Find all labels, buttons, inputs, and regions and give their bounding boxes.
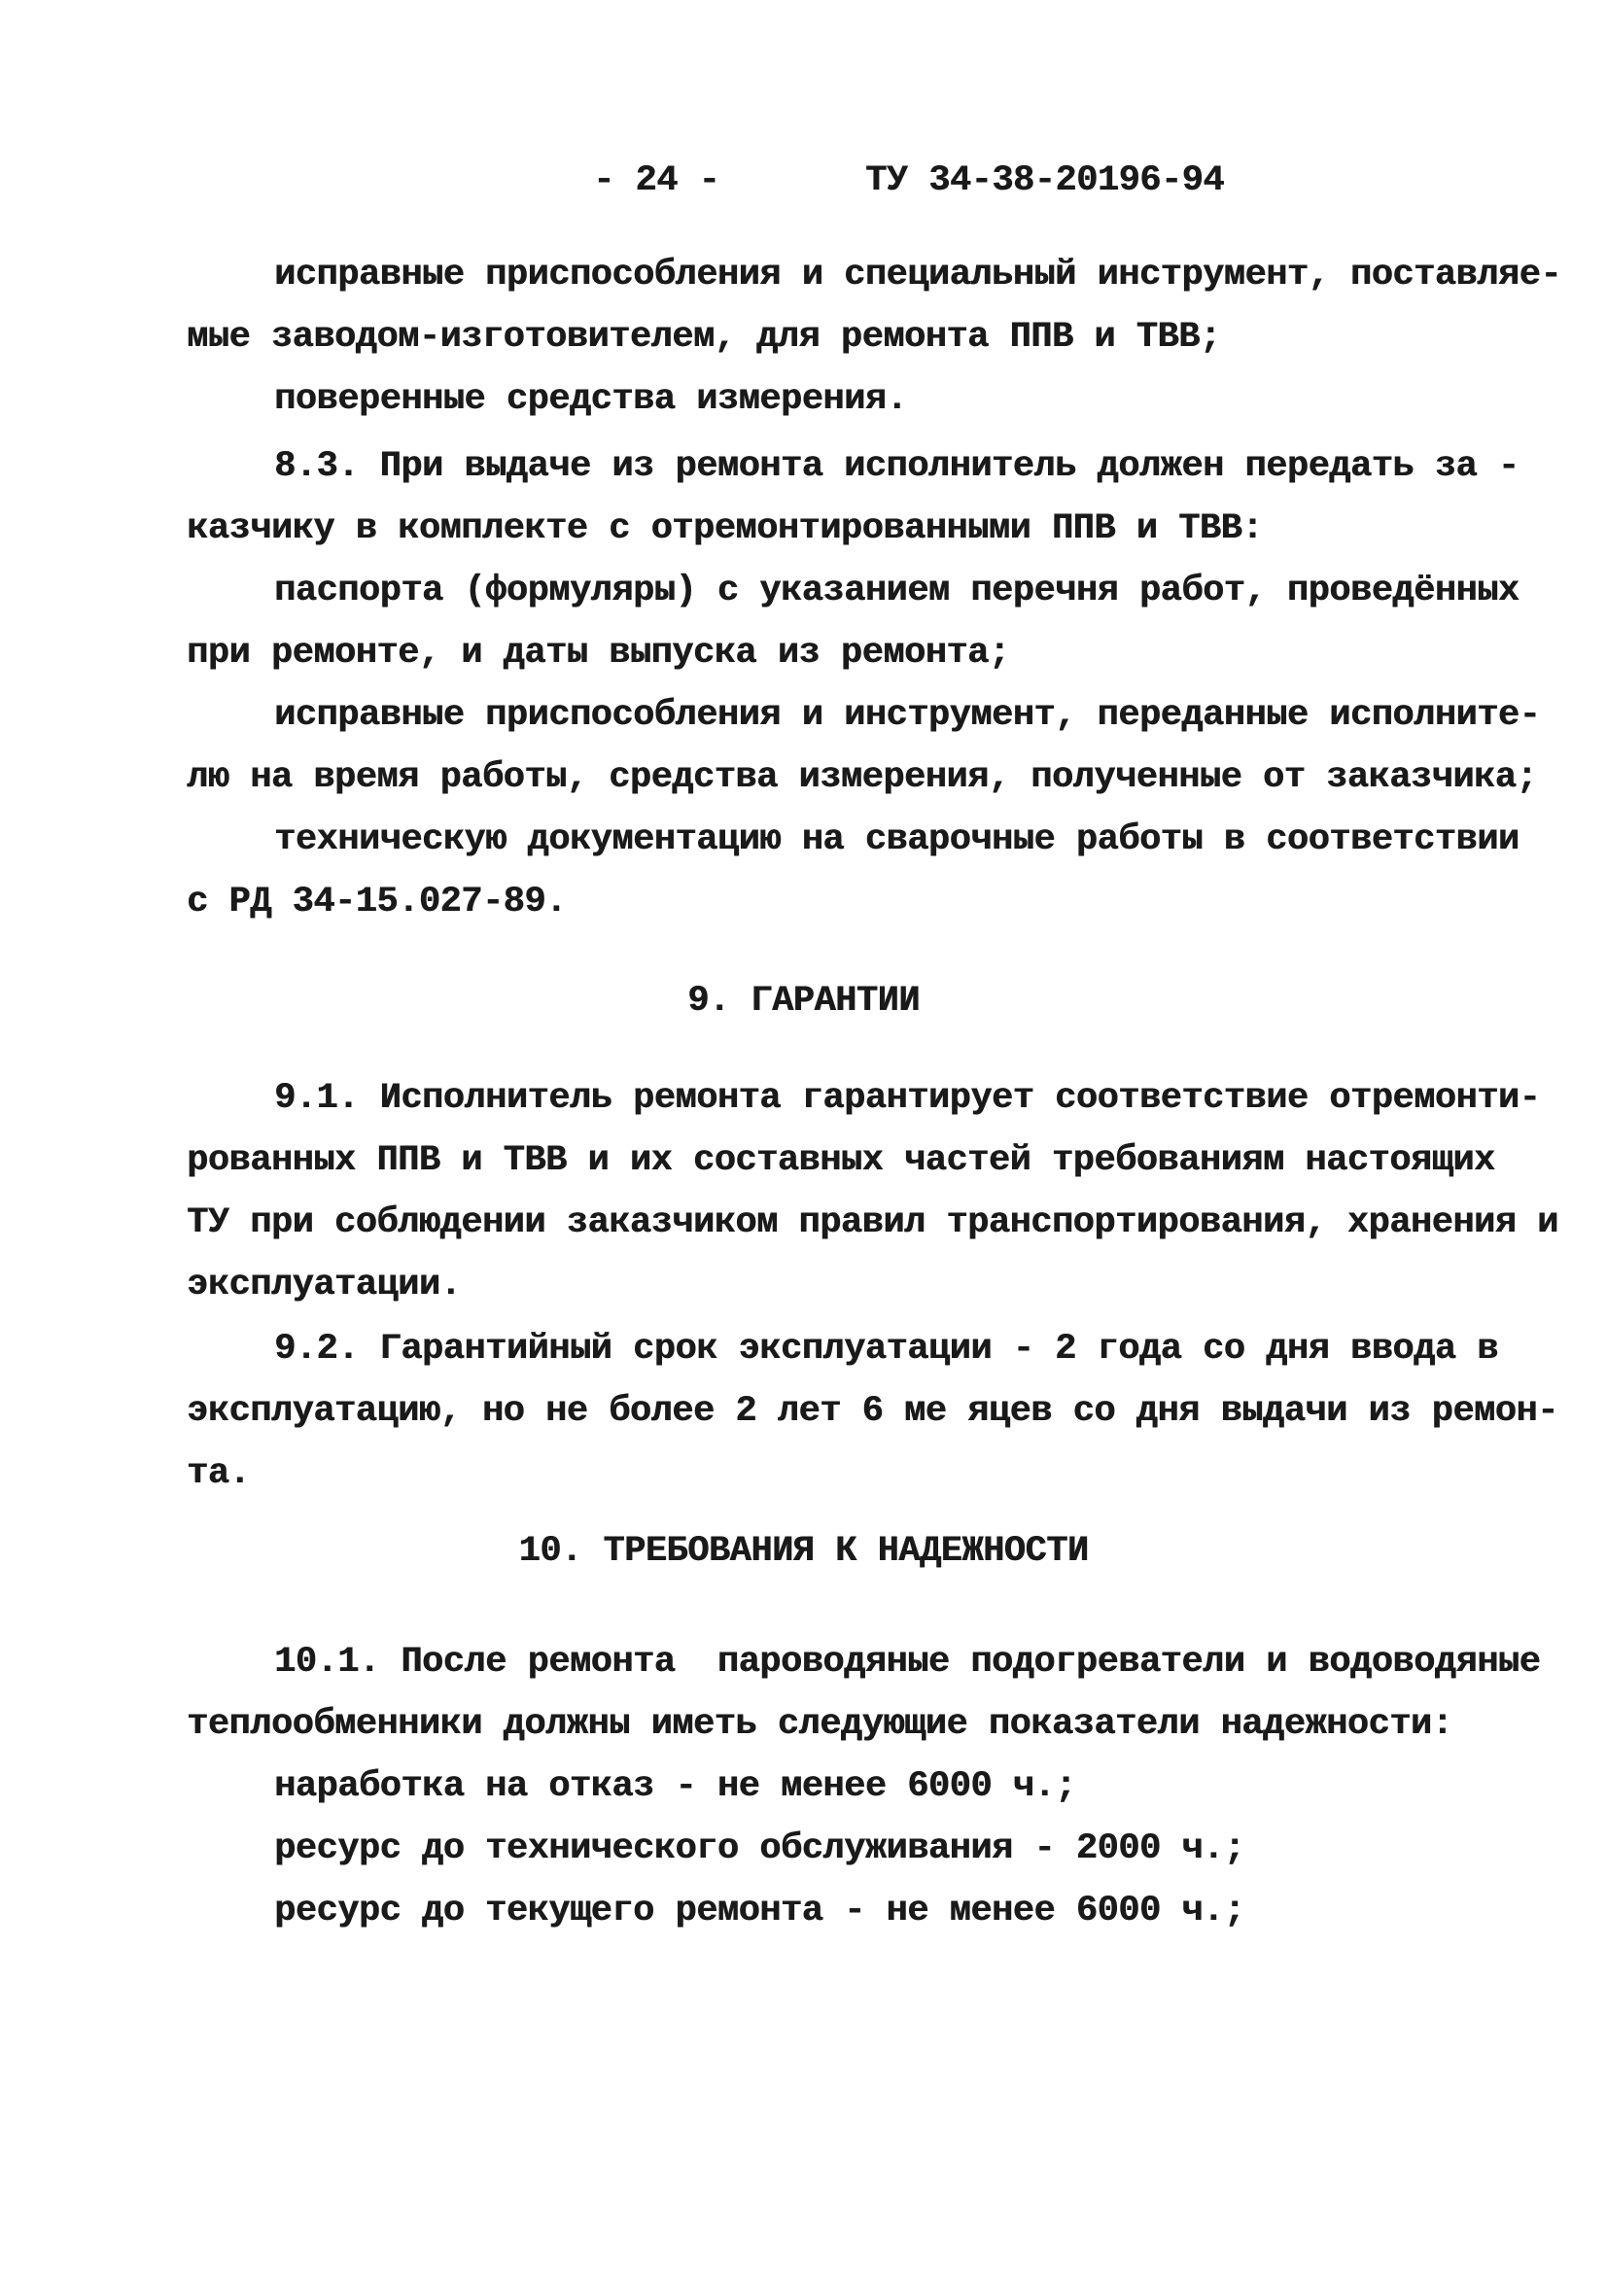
clause-9-1: 9.1. Исполнитель ремонта гарантирует соответствие отремонти- bbox=[274, 1078, 1541, 1119]
text-line: техническую документацию на сварочные работы в соответствии bbox=[274, 819, 1520, 860]
clause-10-1: 10.1. После ремонта пароводяные подогреватели и водоводяные bbox=[274, 1642, 1541, 1683]
list-item: ресурс до технического обслуживания - 2000 ч.; bbox=[274, 1828, 1245, 1869]
document-code: ТУ 34-38-20196-94 bbox=[865, 160, 1224, 201]
text-line: исправные приспособления и инструмент, переданные исполните- bbox=[274, 695, 1541, 736]
text-line: при ремонте, и даты выпуска из ремонта; bbox=[187, 633, 1010, 674]
text-line: эксплуатацию, но не более 2 лет 6 ме яцев со дня выдачи из ремон- bbox=[187, 1391, 1558, 1432]
text-line: исправные приспособления и специальный инструмент, поставляе- bbox=[274, 255, 1561, 296]
text-line: мые заводом-изготовителем, для ремонта ППВ и ТВВ; bbox=[187, 317, 1221, 358]
list-item: наработка на отказ - не менее 6000 ч.; bbox=[274, 1766, 1076, 1807]
clause-8-3: 8.3. При выдаче из ремонта исполнитель должен передать за - bbox=[274, 446, 1520, 487]
text-line: рованных ППВ и ТВВ и их составных частей требованиям настоящих bbox=[187, 1140, 1495, 1181]
text-line: поверенные средства измерения. bbox=[274, 379, 908, 420]
clause-9-2: 9.2. Гарантийный срок эксплуатации - 2 года со дня ввода в bbox=[274, 1329, 1498, 1370]
text-line: с РД 34-15.027-89. bbox=[187, 882, 567, 922]
text-line: лю на время работы, средства измерения, полученные от заказчика; bbox=[187, 757, 1538, 798]
section-title-guarantees: 9. ГАРАНТИИ bbox=[687, 981, 920, 1022]
text-line: ТУ при соблюдении заказчиком правил транспортирования, хранения и bbox=[187, 1202, 1558, 1243]
text-line: эксплуатации. bbox=[187, 1265, 462, 1305]
text-line: казчику в комплекте с отремонтированными ППВ и ТВВ: bbox=[187, 508, 1263, 549]
page-number: - 24 - bbox=[593, 160, 720, 201]
section-title-reliability: 10. ТРЕБОВАНИЯ К НАДЕЖНОСТИ bbox=[518, 1531, 1089, 1572]
text-line: та. bbox=[187, 1453, 251, 1494]
text-line: паспорта (формуляры) с указанием перечня работ, проведённых bbox=[274, 571, 1520, 611]
list-item: ресурс до текущего ремонта - не менее 6000 ч.; bbox=[274, 1891, 1245, 1931]
text-line: теплообменники должны иметь следующие показатели надежности: bbox=[187, 1704, 1453, 1745]
